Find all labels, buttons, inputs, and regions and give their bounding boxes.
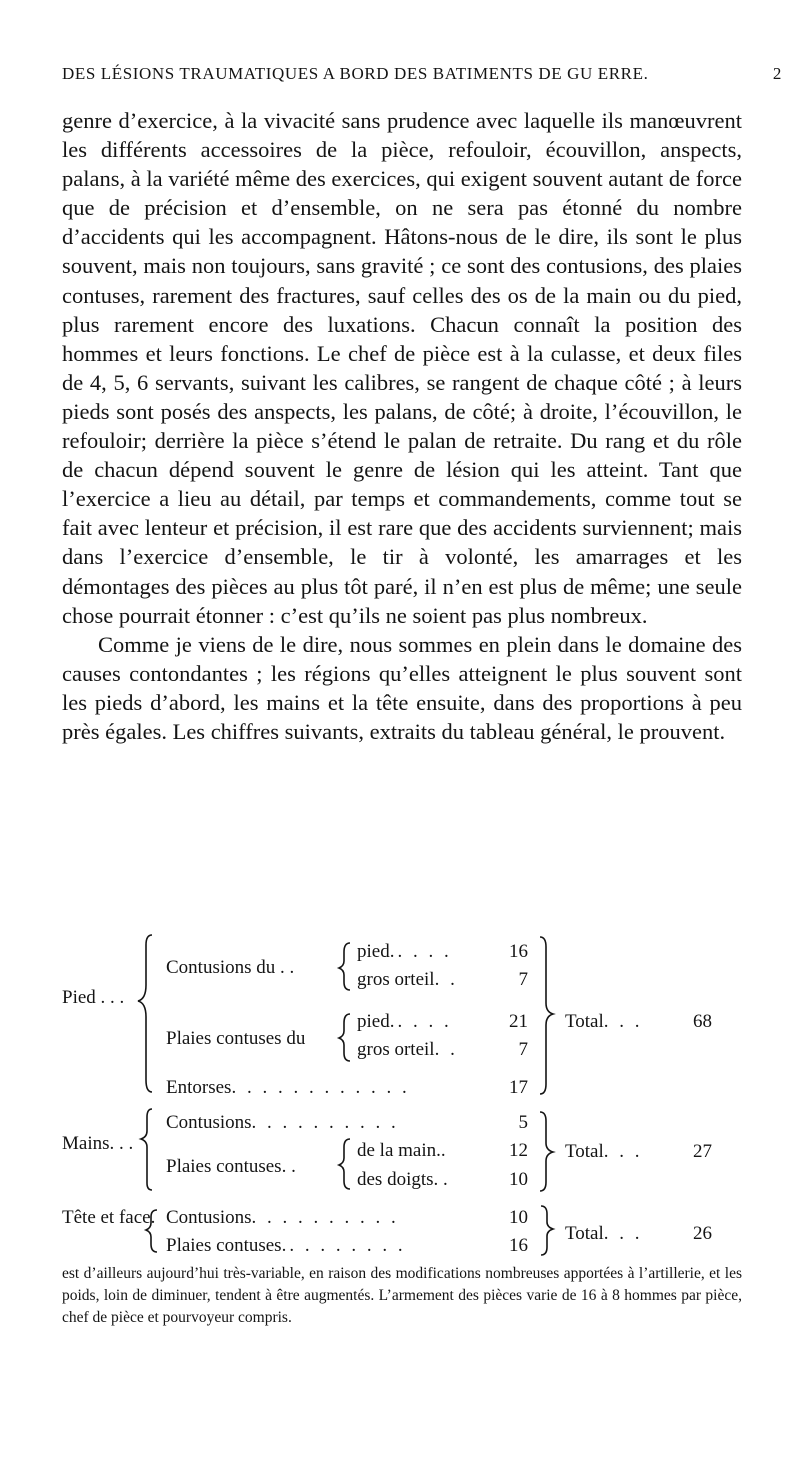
pied-total-label: Total. . . <box>565 1011 643 1032</box>
page-number: 2 <box>772 64 782 83</box>
tete-total-value: 26 <box>693 1223 712 1244</box>
pied-plaies-label: Plaies contuses du <box>166 1028 306 1049</box>
pied-plaies-orteil-value: 7 <box>518 1039 528 1060</box>
pied-plaies-orteil-label: gros orteil. . <box>357 1039 458 1060</box>
pied-plaies-pied-value: 21 <box>509 1011 528 1032</box>
pied-contusions-pied-value: 16 <box>509 941 528 962</box>
tete-contusions-label: Contusions. . . . . . . . . . <box>166 1207 399 1228</box>
brace-plaies-du <box>339 1014 350 1061</box>
brace-mains-left <box>141 1109 152 1190</box>
pied-contusions-pied-label: pied.. . . . <box>357 941 452 962</box>
tete-plaies-label: Plaies contuses.. . . . . . . . <box>166 1235 406 1256</box>
pied-entorses-label: Entorses. . . . . . . . . . . . <box>166 1077 410 1098</box>
region-tete-label: Tête et face. <box>62 1207 156 1228</box>
mains-plaies-doigts-label: des doigts. . <box>357 1169 448 1190</box>
mains-contusions-value: 5 <box>518 1112 528 1133</box>
mains-plaies-label: Plaies contuses. . <box>166 1156 296 1177</box>
brace-mains-right <box>540 1112 553 1191</box>
mains-total-label: Total. . . <box>565 1141 643 1162</box>
mains-total-value: 27 <box>693 1141 712 1162</box>
mains-plaies-main-value: 12 <box>509 1140 528 1161</box>
brace-contusions-du <box>339 943 350 990</box>
pied-contusions-label: Contusions du . . <box>166 957 295 978</box>
footnote-text: est d’ailleurs aujourd’hui très-variable, en raison des modifications nombreuses apportées à l’artillerie, et les poids, loin de diminuer, tendent à être augmentés. L’armement des pièces varie de 16 à 8 hommes par pièce, chef de pièce et pourvoyeur compris. <box>62 1265 742 1326</box>
tete-total-label: Total. . . <box>565 1223 643 1244</box>
paragraph-1: genre d’exercice, à la vivacité sans prudence avec laquelle ils manœuvrent les différents accessoires de la pièce, refouloir, écouvillon, anspects, palans, à la variété même des exercices, qui exigent souvent autant de force que de précision et d’ensemble, on ne sera pas étonné du nombre d’accidents qui les accompagnent. Hâtons-nous de le dire, ils sont le plus souvent, mais non toujours, sans gravité ; ce sont des contusions, des plaies contuses, rarement des fractures, sauf celles des os de la main ou du pied, plus rarement encore des luxations. Chacun connaît la position des hommes et leurs fonctions. Le chef de pièce est à la culasse, et deux files de 4, 5, 6 servants, suivant les calibres, se rangent de chaque côté ; à leurs pieds sont posés des anspects, les palans, de côté; à droite, l’écouvillon, le refouloir; derrière la pièce s’étend le palan de retraite. Du rang et du rôle de chacun dépend souvent le genre de lésion qui les atteint. Tant que l’exercice a lieu au détail, par temps et commandements, comme tout se fait avec lenteur et précision, il est rare que des accidents surviennent; mais dans l’exercice d’ensemble, le tir à volonté, les amarrages et les démontages des pièces au plus tôt paré, il n’en est plus de même; une seule chose pourrait étonner : c’est qu’ils ne soient pas plus nombreux. <box>62 108 742 628</box>
mains-contusions-label: Contusions. . . . . . . . . . <box>166 1112 399 1133</box>
pied-entorses-value: 17 <box>509 1077 528 1098</box>
mains-plaies-doigts-value: 10 <box>509 1169 528 1190</box>
brace-pied-left <box>138 935 152 1092</box>
running-title: DES LÉSIONS TRAUMATIQUES A BORD DES BATIMENTS DE GU ERRE. <box>62 64 649 83</box>
pied-total-value: 68 <box>693 1011 712 1032</box>
mains-plaies-main-label: de la main.. <box>357 1140 446 1161</box>
paragraph-2: Comme je viens de le dire, nous sommes en plein dans le domaine des causes contondantes ; les régions qu’elles atteignent le plus souvent sont les pieds d’abord, les mains et la tête ensuite, dans des proportions à peu près égales. Les chiffres suivants, extraits du tableau général, le prouvent. <box>62 631 742 744</box>
pied-contusions-orteil-label: gros orteil. . <box>357 969 458 990</box>
pied-contusions-orteil-value: 7 <box>518 969 528 990</box>
region-mains-label: Mains. . . <box>62 1133 134 1154</box>
pied-plaies-pied-label: pied.. . . . <box>357 1011 452 1032</box>
tete-contusions-value: 10 <box>509 1207 528 1228</box>
brace-plaies-mains <box>339 1139 350 1189</box>
brace-pied-right <box>540 937 553 1094</box>
brace-tete-right <box>541 1206 553 1255</box>
region-pied-label: Pied . . . <box>62 987 125 1008</box>
tete-plaies-value: 16 <box>509 1235 528 1256</box>
footnote <box>62 1263 742 1329</box>
